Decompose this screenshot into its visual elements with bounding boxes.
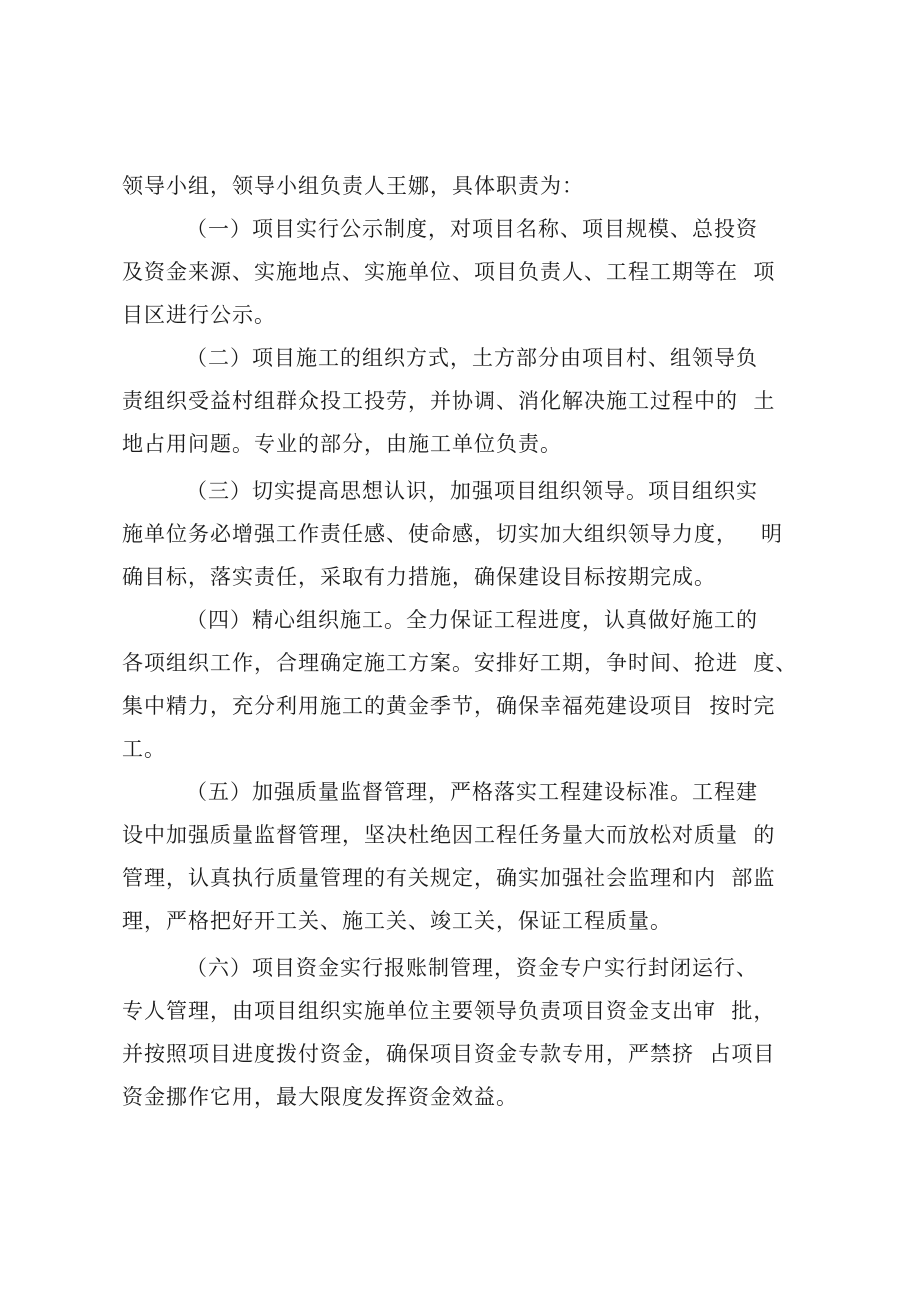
paragraph-2-line: 地占用问题。专业的部分，由施工单位负责。 bbox=[122, 432, 562, 456]
paragraph-4-line: （四）精心组织施工。全力保证工程进度，认真做好施工的 bbox=[186, 608, 758, 632]
paragraph-5-line: 理，严格把好开工关、施工关、竣工关，保证工程质量。 bbox=[122, 909, 672, 933]
paragraph-5-line: 管理，认真执行质量管理的有关规定，确实加强社会监理和内 部监 bbox=[122, 866, 776, 890]
paragraph-2-line: （二）项目施工的组织方式，土方部分由项目村、组领导负 bbox=[186, 346, 758, 370]
paragraph-3-line: （三）切实提高思想认识，加强项目组织领导。项目组织实 bbox=[186, 479, 758, 503]
paragraph-6-line: 并按照项目进度拨付资金，确保项目资金专款专用，严禁挤 占项目 bbox=[122, 1042, 776, 1066]
paragraph-5-line: 设中加强质量监督管理，坚决杜绝因工程任务量大而放松对质量 的 bbox=[122, 823, 776, 847]
paragraph-3-line: 确目标，落实责任，采取有力措施，确保建设目标按期完成。 bbox=[122, 565, 716, 589]
paragraph-2-line: 责组织受益村组群众投工投劳，并协调、消化解决施工过程中的 土 bbox=[122, 389, 776, 413]
paragraph-4-line: 集中精力，充分利用施工的黄金季节，确保幸福苑建设项目 按时完 bbox=[122, 694, 776, 718]
paragraph-1-line: 目区进行公示。 bbox=[122, 303, 276, 327]
paragraph-5-line: （五）加强质量监督管理，严格落实工程建设标准。工程建 bbox=[186, 780, 758, 804]
paragraph-3-line: 施单位务必增强工作责任感、使命感，切实加大组织领导力度， 明 bbox=[122, 522, 784, 546]
paragraph-4-line: 工。 bbox=[122, 737, 166, 761]
paragraph-4-line: 各项组织工作，合理确定施工方案。安排好工期，争时间、抢进 度、 bbox=[122, 651, 798, 675]
text-line: 领导小组，领导小组负责人王娜，具体职责为： bbox=[122, 174, 584, 198]
paragraph-1-line: （一）项目实行公示制度，对项目名称、项目规模、总投资 bbox=[186, 217, 758, 241]
paragraph-1-line: 及资金来源、实施地点、实施单位、项目负责人、工程工期等在 项 bbox=[122, 260, 776, 284]
paragraph-6-line: （六）项目资金实行报账制管理，资金专户实行封闭运行、 bbox=[186, 956, 758, 980]
paragraph-6-line: 资金挪作它用，最大限度发挥资金效益。 bbox=[122, 1085, 518, 1109]
paragraph-6-line: 专人管理，由项目组织实施单位主要领导负责项目资金支出审 批， bbox=[122, 999, 776, 1023]
